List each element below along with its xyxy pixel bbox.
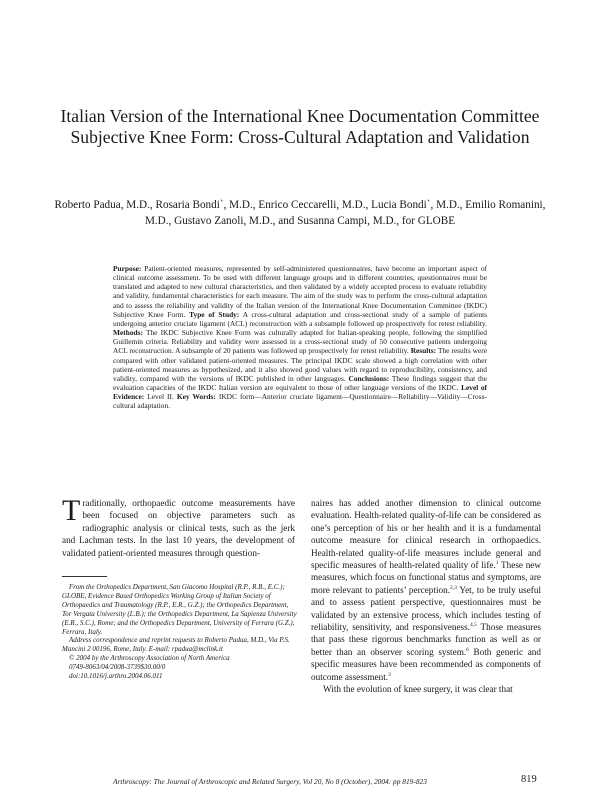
abstract-level: Level II. [147, 392, 174, 402]
body-column-right [311, 497, 541, 696]
footnote-doi: doi:10.1016/j.arthro.2004.06.011 [69, 672, 163, 681]
footnote-correspondence: Address correspondence and reprint requests to Roberto Padua, M.D., Via P.S. Mancini 2 00196, Rome, Italy. E-mail: rpadua@mclink.it [62, 636, 290, 654]
abstract [113, 264, 487, 411]
body-text: Both generic and specific measures have been recommended as components of outcome assessment. [311, 646, 541, 682]
citation-ref: 4,5 [470, 622, 477, 628]
abstract-conclusions: These findings suggest that the evaluation capacities of the IKDC Italian version are equivalent to those of other language versions of the IKDC. [113, 373, 487, 393]
abstract-keywords: IKDC form—Anterior cruciate ligament—Questionnaire—Reliability—Validity—Cross-cultural adaptation. [113, 392, 487, 411]
citation-ref: 3 [388, 671, 391, 678]
abstract-purpose: Patient-oriented measures, represented by self-administered questionnaires, have become an important aspect of clinical outcome assessment. To be used with different language groups and in different countries, questionnaires must be translated and adapted to new cultural characteristics, and then validated by a widely accepted process to evaluate reliability and validity, fundamental characteristics for each measure. The aim of the study was to perform the cross-cultural adaptation and to assess the reliability and validity of the Italian version of the International Knee Documentation Committee (IKDC) Subjective Knee Form. [113, 264, 487, 319]
drop-cap: T [62, 494, 81, 527]
body-text: Yet, to be truly useful and to assess patient perspective, questionnaires must be validated by an extensive process, which includes testing of reliability, sensitivity, and responsiveness. [311, 584, 541, 633]
author-list: Roberto Padua, M.D., Rosaria Bondi`, M.D., Enrico Ceccarelli, M.D., Lucia Bondi`, M.D., Emilio Romanini, M.D., Gustavo Zanoli, M.D., and Susanna Campi, M.D., for GLOBE [54, 199, 546, 227]
page-number: 819 [521, 774, 537, 785]
footnote-copyright: © 2004 by the Arthroscopy Association of North America [69, 654, 230, 663]
abstract-results-label: Results: [410, 346, 437, 356]
abstract-type: A cross-cultural adaptation and cross-sectional study of a sample of patients undergoing anterior cruciate ligament (ACL) reconstruction with a subsample followed up prospectively for retest reliability. [113, 309, 487, 328]
citation-ref: 6 [466, 646, 469, 653]
footnotes [62, 583, 298, 681]
citation-ref: 2,3 [450, 584, 457, 591]
body-paragraph-intro: raditionally, orthopaedic outcome measurements have been focused on objective parameters such as radiographic analysis or clinical tests, such as the jerk and Lachman tests. In the last 10 years, the development of validated patient-oriented measures through question- [62, 498, 295, 558]
body-text: These new measures, which focus on functional status and symptoms, are more relevant to patients’ perception. [311, 560, 541, 595]
abstract-results: The results were compared with other validated patient-oriented measures. The principal IKDC scale showed a high correlation with other patient-oriented measures as hypothesized, and it also showed good values with regard to reproducibility, consistency, and validity, compared with the versions of IKDC published in other languages. [113, 346, 487, 383]
footnote-issn: 0749-8063/04/2008-3739$30.00/0 [69, 663, 166, 672]
body-paragraph-2: With the evolution of knee surgery, it was clear that [323, 684, 513, 695]
abstract-keywords-label: Key Words: [176, 392, 216, 402]
body-text: naires has added another dimension to clinical outcome evaluation. Health-related quality-of-life can be considered as one’s perception of his or her health and it is a fundamental outcome measure for clinical research in orthopaedics. Health-related quality-of-life measures include general and specific measures of health-related quality of life. [311, 498, 541, 571]
body-text: Those measures that pass these rigorous benchmarks function as well as or better than an observer scoring system. [311, 622, 541, 657]
journal-footer: Arthroscopy: The Journal of Arthroscopic and Related Surgery, Vol 20, No 8 (October), 2004: pp 819-823 [113, 777, 427, 786]
abstract-purpose-label: Purpose: [113, 264, 142, 273]
body-paragraph-1 [311, 497, 541, 683]
footnote-affiliation: From the Orthopedics Department, San Giacomo Hospital (R.P., R.B., E.C.); GLOBE, Evidence Based Orthopedics Working Group of Italian Society of Orthopaedics and Traumatology (R.P., E.R., G.Z.); the Orthopedics Department, Tor Vergata University (L.B.); the Orthopedics Department, La Sapienza University (E.R., S.C.), Rome; and the Orthopedics Department, University of Ferrara (G.Z.), Ferrara, Italy. [62, 583, 297, 636]
footnote-rule [62, 576, 107, 577]
citation-ref: 1 [495, 559, 499, 566]
abstract-methods-label: Methods: [113, 328, 143, 338]
abstract-methods: The IKDC Subjective Knee Form was culturally adapted for Italian-speaking people, following the simplified Guillemin criteria. Reliability and validity were assessed in a cross-sectional study of 50 consecutive patients undergoing ACL reconstruction. A subsample of 20 patients was followed up prospectively for retest reliability. [113, 328, 487, 356]
abstract-level-label: Level of Evidence: [113, 383, 487, 402]
abstract-type-label: Type of Study: [189, 309, 240, 319]
body-column-left [62, 494, 295, 559]
abstract-conclusions-label: Conclusions: [348, 373, 390, 383]
article-title: Italian Version of the International Knee Documentation Committee Subjective Knee Form: Cross-Cultural Adaptation and Validation [60, 106, 540, 147]
